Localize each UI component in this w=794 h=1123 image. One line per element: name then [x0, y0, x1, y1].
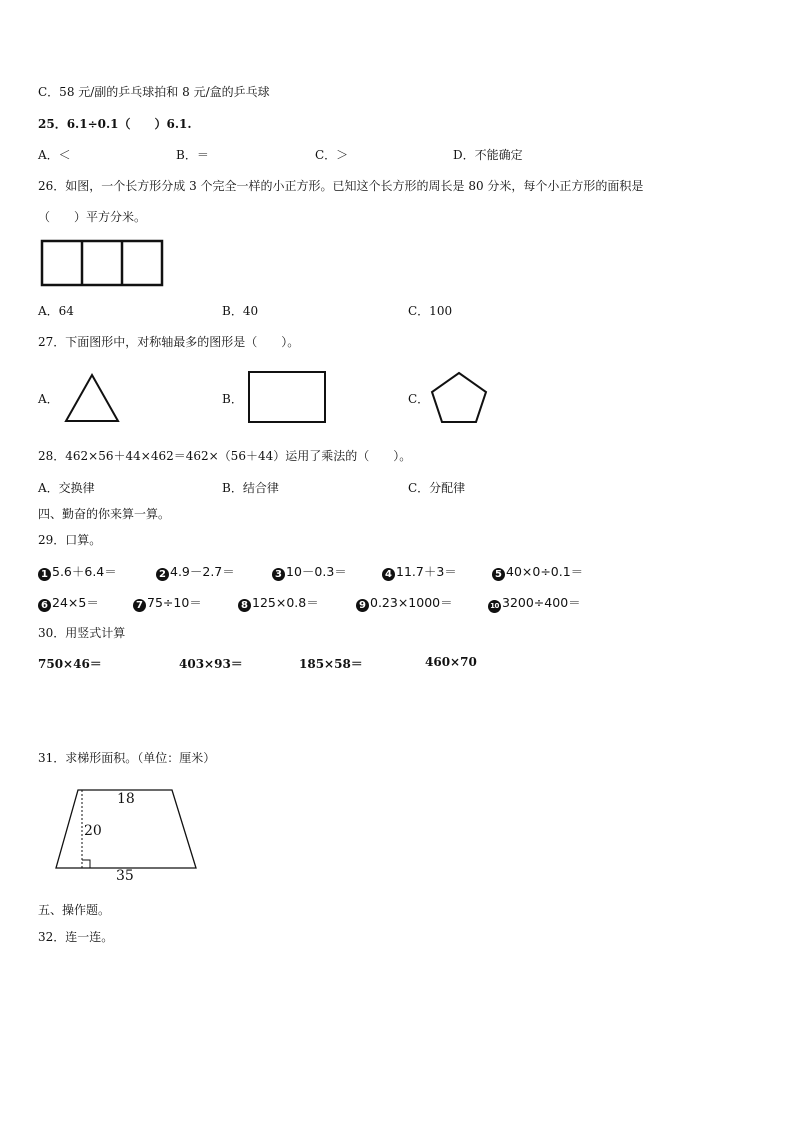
section5-heading: 五、操作题。	[38, 903, 111, 917]
q26-option-b[interactable]: B．40	[222, 304, 259, 318]
q31-question: 31．求梯形面积。（单位：厘米）	[38, 751, 216, 765]
circled-number-7: 7	[133, 599, 146, 612]
q26-option-c[interactable]: C．100	[408, 304, 453, 318]
q30-question: 30．用竖式计算	[38, 626, 126, 640]
q26-option-a[interactable]: A．64	[38, 304, 74, 318]
q25-option-a[interactable]: A．＜	[38, 148, 71, 162]
trapezoid-height-label: 20	[84, 823, 102, 839]
triangle-icon	[62, 372, 122, 424]
q29-item-2-expr: 4.9－2.7＝	[170, 564, 235, 579]
q28-option-c[interactable]: C．分配律	[408, 481, 466, 495]
q29-item-4-expr: 11.7＋3＝	[396, 564, 457, 579]
q25-question: 25．6.1÷0.1（ ）6.1.	[38, 117, 192, 131]
q30-item-4: 460×70	[425, 655, 477, 669]
q29-item-9-expr: 0.23×1000＝	[370, 595, 453, 610]
circled-number-1: 1	[38, 568, 51, 581]
q29-item-3-expr: 10－0.3＝	[286, 564, 347, 579]
q29-item-7-expr: 75÷10＝	[147, 595, 202, 610]
circled-number-9: 9	[356, 599, 369, 612]
q32-question: 32．连一连。	[38, 930, 114, 944]
q30-item-2: 403×93＝	[179, 657, 243, 671]
q29-item-3[interactable]	[272, 562, 347, 581]
q30-item-3: 185×58＝	[299, 657, 363, 671]
q26-question-line1: 26．如图，一个长方形分成 3 个完全一样的小正方形。已知这个长方形的周长是 80 分米，每个小正方形的面积是	[38, 179, 644, 193]
q24-option-c: C．58 元/副的乒乓球拍和 8 元/盒的乒乓球	[38, 85, 270, 99]
circled-number-6: 6	[38, 599, 51, 612]
q29-item-5[interactable]	[492, 562, 583, 581]
q29-item-7[interactable]	[133, 593, 202, 612]
rectangle-icon	[247, 370, 327, 424]
circled-number-5: 5	[492, 568, 505, 581]
q29-item-8-expr: 125×0.8＝	[252, 595, 319, 610]
q29-item-6-expr: 24×5＝	[52, 595, 99, 610]
three-squares-figure	[40, 239, 164, 287]
q29-item-2[interactable]	[156, 562, 235, 581]
q27-question: 27．下面图形中，对称轴最多的图形是（ ）。	[38, 335, 300, 349]
q29-item-6[interactable]	[38, 593, 99, 612]
trapezoid-top-label: 18	[117, 791, 135, 807]
trapezoid-bottom-label: 35	[116, 868, 134, 884]
q29-item-4[interactable]	[382, 562, 457, 581]
q29-item-1-expr: 5.6＋6.4＝	[52, 564, 117, 579]
q28-option-b[interactable]: B．结合律	[222, 481, 279, 495]
q30-item-1: 750×46＝	[38, 657, 102, 671]
circled-number-2: 2	[156, 568, 169, 581]
circled-number-4: 4	[382, 568, 395, 581]
q25-option-b[interactable]: B．＝	[176, 148, 209, 162]
q29-item-9[interactable]	[356, 593, 453, 612]
q28-question: 28．462×56＋44×462＝462×（56＋44）运用了乘法的（ ）。	[38, 449, 412, 463]
section4-heading: 四、勤奋的你来算一算。	[38, 507, 171, 521]
circled-number-8: 8	[238, 599, 251, 612]
q26-question-line2: （ ）平方分米。	[38, 210, 147, 224]
q29-item-10[interactable]	[488, 593, 581, 613]
q29-item-5-expr: 40×0÷0.1＝	[506, 564, 584, 579]
q25-option-d[interactable]: D．不能确定	[453, 148, 523, 162]
q29-item-1[interactable]	[38, 562, 117, 581]
circled-number-3: 3	[272, 568, 285, 581]
q29-item-8[interactable]	[238, 593, 319, 612]
pentagon-icon	[430, 370, 490, 426]
q29-item-10-expr: 3200÷400＝	[502, 595, 581, 610]
q29-question: 29．口算。	[38, 533, 102, 547]
q27-option-c[interactable]: C．	[408, 392, 430, 406]
circled-number-10: 10	[488, 600, 501, 613]
q27-option-b[interactable]: B．	[222, 392, 243, 406]
q27-option-a[interactable]: A．	[38, 392, 59, 406]
q28-option-a[interactable]: A．交换律	[38, 481, 95, 495]
q25-option-c[interactable]: C．＞	[315, 148, 349, 162]
